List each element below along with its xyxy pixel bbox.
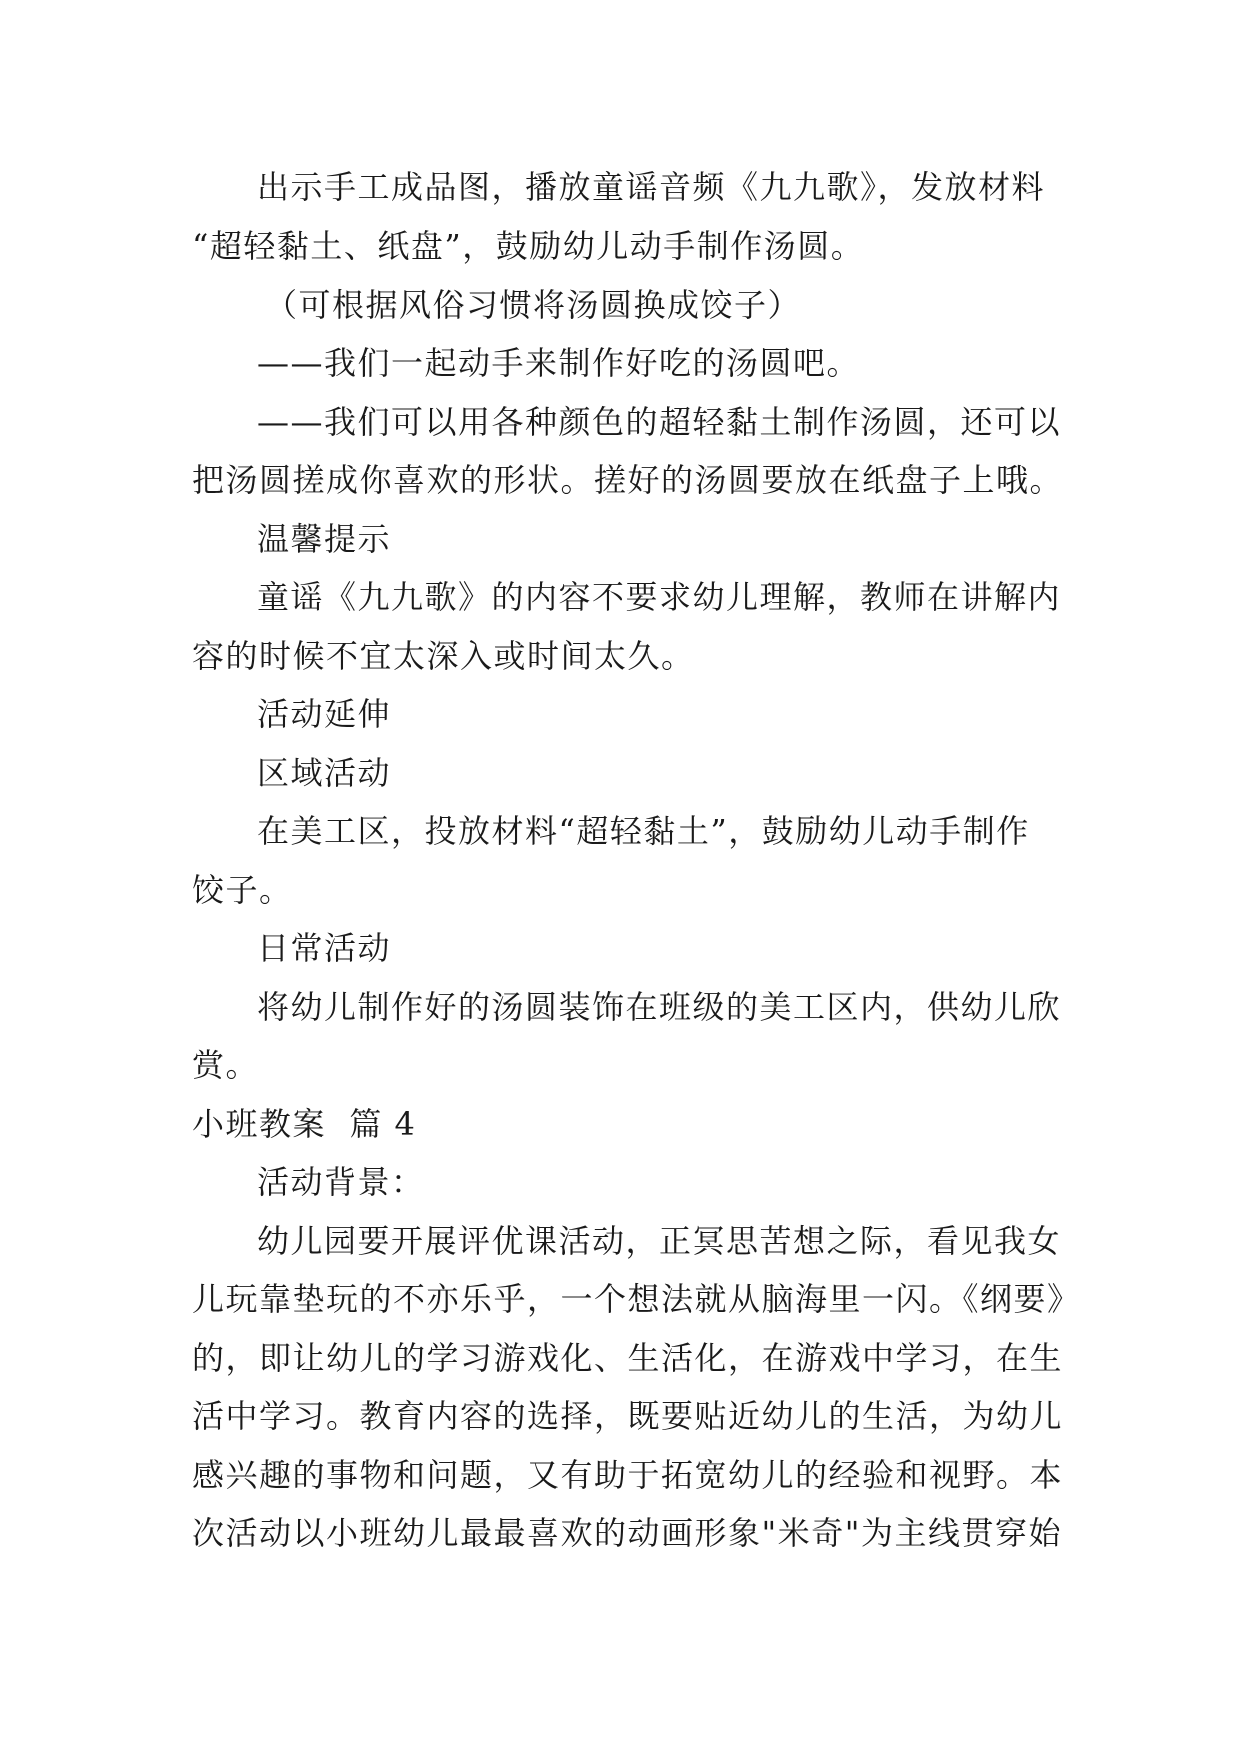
- paragraph-line: 活中学习。教育内容的选择，既要贴近幼儿的生活，为幼儿: [192, 1397, 1064, 1435]
- paragraph-line: “超轻黏土、纸盘”，鼓励幼儿动手制作汤圆。: [192, 227, 865, 265]
- paragraph-line: 的，即让幼儿的学习游戏化、生活化，在游戏中学习，在生: [192, 1339, 1064, 1377]
- section-heading: 温馨提示: [257, 520, 392, 558]
- paragraph-line: 赏。: [192, 1046, 260, 1084]
- paragraph-line: 童谣《九九歌》的内容不要求幼儿理解，教师在讲解内: [257, 578, 1062, 616]
- section-heading: 活动背景：: [257, 1163, 425, 1201]
- paragraph-line: （可根据风俗习惯将汤圆换成饺子）: [265, 286, 802, 324]
- paragraph-line: 感兴趣的事物和问题，又有助于拓宽幼儿的经验和视野。本: [192, 1456, 1064, 1494]
- section-heading: 日常活动: [257, 929, 392, 967]
- section-heading: 活动延伸: [257, 695, 392, 733]
- paragraph-line: 在美工区，投放材料“超轻黏土”，鼓励幼儿动手制作: [257, 812, 1030, 850]
- paragraph-line: 容的时候不宜太深入或时间太久。: [192, 637, 695, 675]
- lesson-title: 小班教案 篇 4: [192, 1105, 417, 1143]
- paragraph-line: 次活动以小班幼儿最最喜欢的动画形象"米奇"为主线贯穿始: [192, 1514, 1062, 1552]
- paragraph-line: ——我们一起动手来制作好吃的汤圆吧。: [257, 344, 861, 382]
- paragraph-line: 把汤圆搓成你喜欢的形状。搓好的汤圆要放在纸盘子上哦。: [192, 461, 1064, 499]
- paragraph-line: 将幼儿制作好的汤圆装饰在班级的美工区内，供幼儿欣: [257, 988, 1062, 1026]
- paragraph-line: 出示手工成品图，播放童谣音频《九九歌》，发放材料: [257, 168, 1046, 206]
- paragraph-line: ——我们可以用各种颜色的超轻黏土制作汤圆，还可以: [257, 403, 1062, 441]
- paragraph-line: 幼儿园要开展评优课活动，正冥思苦想之际，看见我女: [257, 1222, 1062, 1260]
- paragraph-line: 儿玩靠垫玩的不亦乐乎，一个想法就从脑海里一闪。《纲要》: [192, 1280, 1081, 1318]
- paragraph-line: 饺子。: [192, 871, 293, 909]
- section-heading: 区域活动: [257, 754, 392, 792]
